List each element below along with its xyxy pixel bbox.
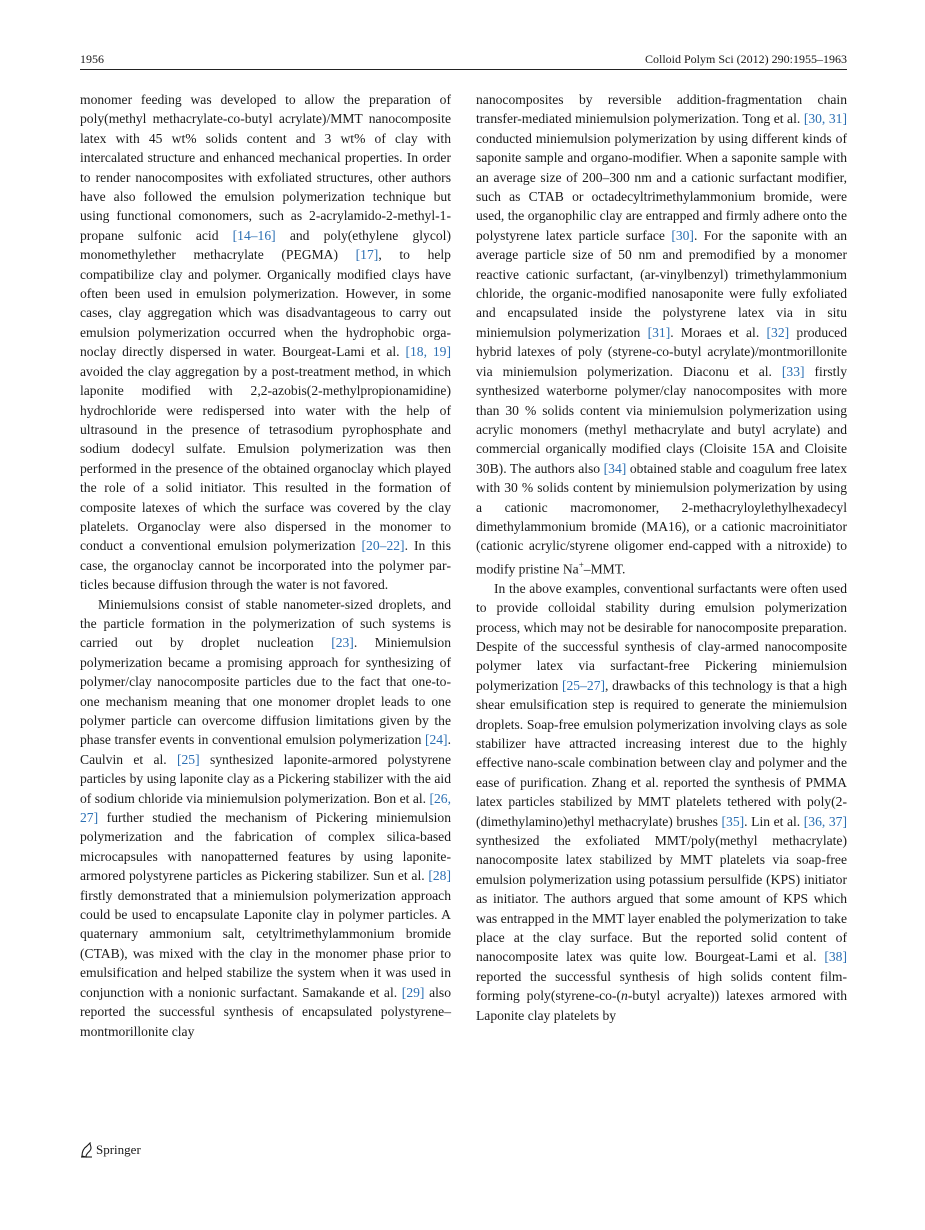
- text-run: reported the successful synthesis of high solids content film-forming poly(styrene-co-(: [476, 968, 847, 1004]
- paragraph: [476, 90, 847, 579]
- citation-link[interactable]: [32]: [766, 324, 790, 340]
- text-run: -butyl acryalte)) latexes armored with Laponite clay platelets by: [476, 988, 847, 1023]
- text-run: In the above examples, conventional surfactants were often used to provide colloidal stability during emulsion polymerization process, which may not be desirable for nanocomposite preparation. Despite of the successful synthesis of clay-armed nanocomposite polymer latex via surfactant-free Pickering miniemulsion polymerization: [476, 580, 847, 693]
- citation-link[interactable]: [24]: [424, 732, 448, 748]
- citation-link[interactable]: [33]: [781, 363, 805, 379]
- citation-link[interactable]: [23]: [331, 635, 354, 651]
- text-run: and poly(ethylene glycol) monomethylether methacrylate (PEGMA): [80, 227, 451, 263]
- citation-link[interactable]: [18, 19]: [405, 344, 451, 360]
- citation-link[interactable]: [30, 31]: [803, 111, 847, 127]
- citation-link[interactable]: [30]: [671, 227, 694, 243]
- paragraph: [476, 579, 847, 1025]
- text-run: , to help compatibilize clay and polymer. Organically modified clays have often been used in emulsion polymerization. However, in some cases, clay aggregation which was disadvantageous to carry out emulsion polymerization occurred when the hydrophobic organoclay directly dispersed in water. Bourgeat-Lami et al.: [80, 247, 451, 360]
- citation-link[interactable]: [35]: [721, 813, 745, 829]
- citation-link[interactable]: [31]: [647, 324, 671, 340]
- citation-link[interactable]: [17]: [355, 247, 379, 263]
- text-run: monomer feeding was developed to allow the preparation of poly(methyl methacrylate-co-butyl acrylate)/MMT nanocomposite latex with 45 wt% solids content and 3 wt% of clay with intercalated structure and enhanced mechanical properties. In order to render nanocomposites with exfoliated structures, other authors have also followed the emulsion polymerization technique but using functional comonomers, such as 2-acrylamido-2-methyl-1-propane sulfonic acid: [80, 92, 451, 243]
- text-run: firstly synthesized waterborne polymer/clay nanocomposites with more than 30 % solids content via miniemulsion polymerization using acrylic monomers (methyl methacrylate and butyl acrylate) and commercial organically modified clays (Cloisite 15A and Cloisite 30B). The authors also: [476, 363, 847, 476]
- citation-link[interactable]: [34]: [603, 460, 627, 476]
- paragraph: [80, 90, 451, 595]
- journal-citation: Colloid Polym Sci (2012) 290:1955–1963: [644, 52, 847, 66]
- text-run: Miniemulsions consist of stable nanometer-sized droplets, and the particle formation in the polymerization of such systems is carried out by droplet nucleation: [80, 596, 451, 651]
- publisher-footer: [80, 1140, 141, 1160]
- springer-horse-icon: [80, 1142, 93, 1158]
- text-run: firstly demonstrated that a miniemulsion polymerization approach could be used to encapsulate Laponite clay in polymer particles. A quaternary ammonium salt, cetyltrimethylammonium bromide (CTAB), was mixed with the clay in the monomer phase prior to emulsification and helped stabilize the system when it was used in conjunction with a nonionic surfactant. Samakande et al.: [80, 887, 451, 1000]
- text-run: –MMT.: [583, 561, 626, 577]
- text-run: , drawbacks of this technology is that a high shear emulsification step is required to generate the miniemulsion droplets. Soap-free emulsion polymerization involving clays as sole stabilizer have attracted increasing interest due to the highly effective nano-scale combination between clay and polymer and the ease of purification. Zhang et al. reported the synthesis of PMMA latex particles stabilized by MMT platelets tethered with poly(2-(dimethylamino)ethyl methacrylate) brushes: [476, 677, 847, 829]
- text-run: synthesized the exfoliated MMT/poly(methyl methacrylate) nanocomposite latex stabilized by MMT platelets via soap-free emulsion polymerization using potassium persulfide (KPS) initiator as initiator. The authors argued that some amount of KPS which was entrapped in the MMT layer enabled the polymerization to take place at the clay surface. But the reported solid content of nanocomposite latex was quite low. Bourgeat-Lami et al.: [476, 832, 847, 965]
- citation-link[interactable]: [38]: [824, 949, 847, 965]
- text-run: . Caulvin et al.: [80, 732, 451, 767]
- text-run: . Miniemulsion polymerization became a promising approach for synthesizing of polymer/clay nanocomposite particles due to the fact that one-to-one mechanism meaning that one monomer droplet leads to one polymer particle can overcome diffusion limitations given by the phase transfer events in conventional emulsion polymerization: [80, 635, 451, 748]
- citation-link[interactable]: [28]: [428, 868, 451, 884]
- text-run: nanocomposites by reversible addition-fragmentation chain transfer-mediated miniemulsion polymerization. Tong et al.: [476, 92, 847, 127]
- running-header: [80, 50, 847, 68]
- italic-text: n: [621, 988, 628, 1004]
- paragraph: [80, 595, 451, 1041]
- citation-link[interactable]: [26, 27]: [80, 790, 451, 826]
- left-column: [80, 90, 451, 1041]
- page-number: 1956: [80, 52, 104, 66]
- text-run: conducted miniemulsion polymerization by using different kinds of saponite sample and organo-modifier. When a saponite sample with an average size of 200–300 nm and a cationic surfactant modifier, such as CTAB or octadecyltrimethylammonium bromide, were used, the organophilic clay are entrapped and firmly adhere onto the polystyrene latex particle surface: [476, 130, 847, 243]
- publisher-name: Springer: [96, 1142, 141, 1157]
- text-run: . Lin et al.: [744, 813, 804, 829]
- text-run: . Moraes et al.: [670, 324, 767, 340]
- text-run: synthesized laponite-armored polystyrene particles by using laponite clay as a Pickering stabilizer with the aid of sodium chloride via miniemulsion polymerization. Bon et al.: [80, 751, 451, 806]
- citation-link[interactable]: [36, 37]: [803, 813, 847, 829]
- text-run: avoided the clay aggregation by a post-treatment method, in which laponite modified with 2,2-azobis(2-methylpropionamidine) hydrochloride were redispersed into water with the help of ultrasound in the presence of tetrasodium pyrophosphate and sodium dodecyl sulfate. Emulsion polymerization was then performed in the presence of the obtained organoclay which played the role of a solid initiator. This resulted in the formation of composite latexes of which the surface was covered by the clay platelets. Organoclay were also dispersed in the monomer to conduct a conventional emulsion polymerization: [80, 363, 451, 554]
- text-run: produced hybrid latexes of poly (styrene-co-butyl acrylate)/montmorillonite via miniemulsion polymerization. Diaconu et al.: [476, 324, 847, 379]
- text-run: further studied the mechanism of Pickering miniemulsion polymerization and the fabrication of complex silica-based microcapsules with nanopatterned features by using laponite-armored polystyrene particles as Pickering stabilizer. Sun et al.: [80, 810, 451, 884]
- citation-link[interactable]: [14–16]: [232, 227, 276, 243]
- right-column: [476, 90, 847, 1025]
- text-run: . For the saponite with an average particle size of 50 nm and premodified by a monomer reactive cationic surfactant, (ar-vinylbenzyl) trimethylammonium chloride, the organic-modified nanosaponite were fully exfoliated and encapsulated inside the polystyrene latex via in situ miniemulsion polymerization: [476, 227, 847, 340]
- header-rule: [80, 69, 847, 70]
- text-run: . In this case, the organoclay cannot be incorporated into the polymer particles because diffusion through the water is not favored.: [80, 538, 451, 593]
- citation-link[interactable]: [25]: [176, 751, 200, 767]
- citation-link[interactable]: [29]: [401, 984, 425, 1000]
- text-run: also reported the successful synthesis of encapsulated polystyrene–montmorillonite clay: [80, 984, 451, 1039]
- superscript: +: [578, 559, 584, 570]
- citation-link[interactable]: [20–22]: [361, 538, 405, 554]
- text-run: obtained stable and coagulum free latex with 30 % solids content by miniemulsion polymerization by using a cationic macromonomer, 2-methacryloylethylhexadecyl dimethylammonium bromide (MA16), or a cationic macroinitiator (cationic acrylic/styrene oligomer end-capped with a nitroxide) to modify pristine Na: [476, 460, 847, 577]
- citation-link[interactable]: [25–27]: [561, 677, 606, 693]
